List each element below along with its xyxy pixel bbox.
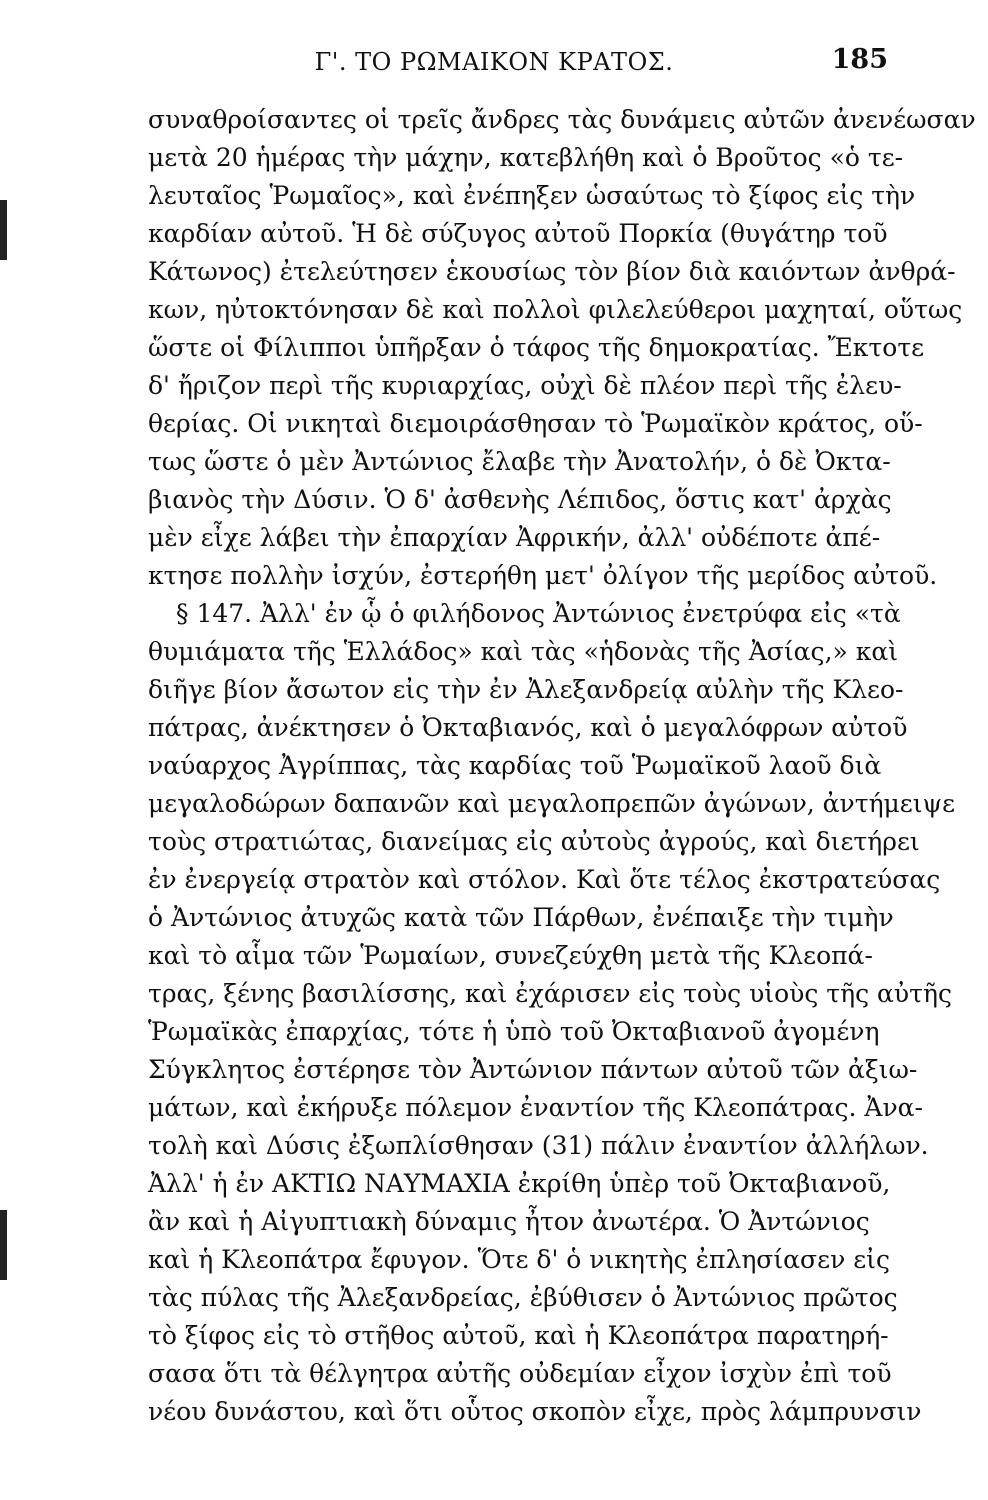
text-line: μεγαλοδώρων δαπανῶν καὶ μεγαλοπρεπῶν ἀγώνων, ἀντήμειψε bbox=[148, 789, 956, 818]
text-line: μὲν εἶχε λάβει τὴν ἐπαρχίαν Ἀφρικήν, ἀλλ' οὐδέποτε ἀπέ- bbox=[148, 523, 881, 552]
text-line: Κάτωνος) ἐτελεύτησεν ἑκουσίως τὸν βίον διὰ καιόντων ἀνθρά- bbox=[148, 257, 956, 286]
text-line: πάτρας, ἀνέκτησεν ὁ Ὀκταβιανός, καὶ ὁ μεγαλόφρων αὐτοῦ bbox=[148, 713, 908, 742]
text-line: θυμιάματα τῆς Ἑλλάδος» καὶ τὰς «ἡδονὰς τῆς Ἀσίας,» καὶ bbox=[148, 637, 899, 666]
text-line: τοὺς στρατιώτας, διανείμας εἰς αὐτοὺς ἀγρούς, καὶ διετήρει bbox=[148, 827, 920, 856]
text-line: τρας, ξένης βασιλίσσης, καὶ ἐχάρισεν εἰς τοὺς υἱοὺς τῆς αὐτῆς bbox=[148, 979, 952, 1008]
text-line: Σύγκλητος ἐστέρησε τὸν Ἀντώνιον πάντων αὐτοῦ τῶν ἀξιω- bbox=[148, 1055, 918, 1084]
text-line: ἂν καὶ ἡ Αἰγυπτιακὴ δύναμις ἦτον ἀνωτέρα. Ὁ Ἀντώνιος bbox=[148, 1207, 870, 1236]
binding-edge-mark bbox=[0, 1210, 7, 1280]
text-line: ὥστε οἱ Φίλιπποι ὑπῆρξαν ὁ τάφος τῆς δημοκρατίας. Ἔκτοτε bbox=[148, 333, 925, 362]
text-line: καὶ τὸ αἷμα τῶν Ῥωμαίων, συνεζεύχθη μετὰ τῆς Κλεοπά- bbox=[148, 941, 873, 970]
text-line: ἐν ἐνεργείᾳ στρατὸν καὶ στόλον. Καὶ ὅτε τέλος ἐκστρατεύσας bbox=[148, 865, 941, 894]
binding-edge-mark bbox=[0, 200, 7, 260]
text-line: Ῥωμαϊκὰς ἐπαρχίας, τότε ἡ ὑπὸ τοῦ Ὀκταβιανοῦ ἀγομένη bbox=[148, 1017, 880, 1046]
text-line: διῆγε βίον ἄσωτον εἰς τὴν ἐν Ἀλεξανδρείᾳ αὐλὴν τῆς Κλεο- bbox=[148, 675, 904, 704]
text-line: δ' ἤριζον περὶ τῆς κυριαρχίας, οὐχὶ δὲ πλέον περὶ τῆς ἐλευ- bbox=[148, 371, 902, 400]
page-number: 185 bbox=[831, 44, 888, 75]
text-line: λευταῖος Ῥωμαῖος», καὶ ἐνέπηξεν ὡσαύτως τὸ ξίφος εἰς τὴν bbox=[148, 181, 916, 210]
section-start-line: § 147. Ἀλλ' ἐν ᾧ ὁ φιλήδονος Ἀντώνιος ἐνετρύφα εἰς «τὰ bbox=[176, 599, 901, 628]
text-line: κτησε πολλὴν ἰσχύν, ἐστερήθη μετ' ὀλίγον τῆς μερίδος αὐτοῦ. bbox=[148, 561, 938, 590]
text-line: καρδίαν αὐτοῦ. Ἡ δὲ σύζυγος αὐτοῦ Πορκία (θυγάτηρ τοῦ bbox=[148, 219, 888, 248]
text-line: σασα ὅτι τὰ θέλγητρα αὐτῆς οὐδεμίαν εἶχον ἰσχὺν ἐπὶ τοῦ bbox=[148, 1359, 892, 1388]
text-line: τὰς πύλας τῆς Ἀλεξανδρείας, ἐβύθισεν ὁ Ἀντώνιος πρῶτος bbox=[148, 1283, 898, 1312]
text-line: μετὰ 20 ἡμέρας τὴν μάχην, κατεβλήθη καὶ ὁ Βροῦτος «ὁ τε- bbox=[148, 143, 904, 172]
text-line: τολὴ καὶ Δύσις ἐξωπλίσθησαν (31) πάλιν ἐναντίον ἀλλήλων. bbox=[148, 1131, 929, 1160]
text-line: Ἀλλ' ἡ ἐν ΑΚΤΙΩ ΝΑΥΜΑΧΙΑ ἐκρίθη ὑπὲρ τοῦ Ὀκταβιανοῦ, bbox=[148, 1169, 891, 1198]
text-line: συναθροίσαντες οἱ τρεῖς ἄνδρες τὰς δυνάμεις αὐτῶν ἀνενέωσαν bbox=[148, 105, 976, 134]
text-line: βιανὸς τὴν Δύσιν. Ὁ δ' ἀσθενὴς Λέπιδος, ὅστις κατ' ἀρχὰς bbox=[148, 485, 892, 514]
text-line: τως ὥστε ὁ μὲν Ἀντώνιος ἔλαβε τὴν Ἀνατολήν, ὁ δὲ Ὀκτα- bbox=[148, 447, 891, 476]
text-line: θερίας. Οἱ νικηταὶ διεμοιράσθησαν τὸ Ῥωμαϊκὸν κράτος, οὕ- bbox=[148, 409, 923, 438]
text-line: μάτων, καὶ ἐκήρυξε πόλεμον ἐναντίον τῆς Κλεοπάτρας. Ἀνα- bbox=[148, 1093, 923, 1122]
running-title: Γ'. ΤΟ ΡΩΜΑΙΚΟΝ ΚΡΑΤΟΣ. bbox=[314, 48, 674, 76]
text-line: νέου δυνάστου, καὶ ὅτι οὗτος σκοπὸν εἶχε, πρὸς λάμπρυνσιν bbox=[148, 1397, 922, 1426]
text-line: ναύαρχος Ἀγρίππας, τὰς καρδίας τοῦ Ῥωμαϊκοῦ λαοῦ διὰ bbox=[148, 751, 882, 780]
text-line: τὸ ξίφος εἰς τὸ στῆθος αὐτοῦ, καὶ ἡ Κλεοπάτρα παρατηρή- bbox=[148, 1321, 889, 1350]
text-line: καὶ ἡ Κλεοπάτρα ἔφυγον. Ὅτε δ' ὁ νικητὴς ἐπλησίασεν εἰς bbox=[148, 1245, 890, 1274]
text-line: κων, ηὐτοκτόνησαν δὲ καὶ πολλοὶ φιλελεύθεροι μαχηταί, οὕτως bbox=[148, 295, 963, 324]
text-line: ὁ Ἀντώνιος ἀτυχῶς κατὰ τῶν Πάρθων, ἐνέπαιξε τὴν τιμὴν bbox=[148, 903, 894, 932]
